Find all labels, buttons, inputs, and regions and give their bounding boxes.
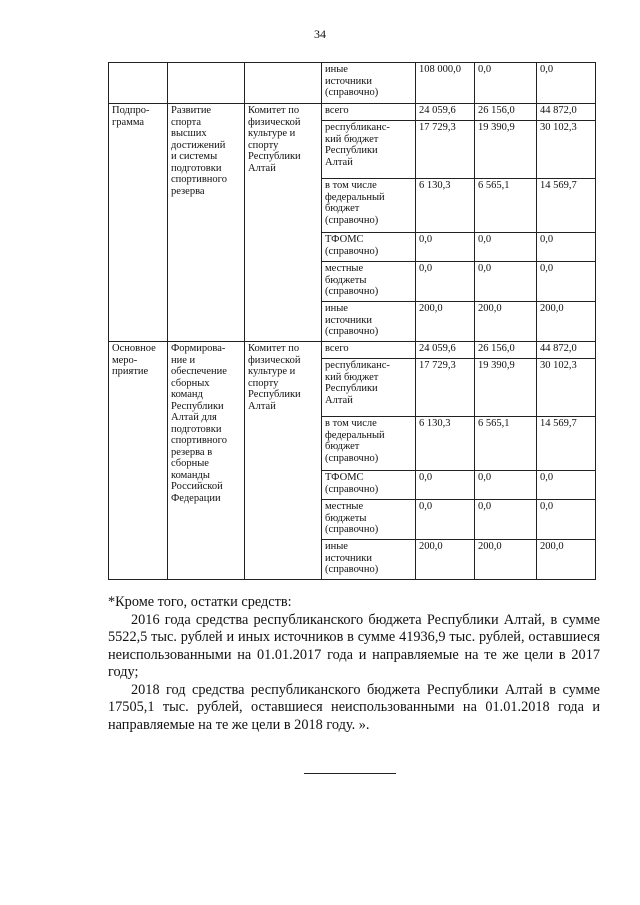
value-cell: 44 872,0 [537, 342, 596, 359]
value-cell: 200,0 [537, 302, 596, 342]
value-cell: 0,0 [475, 233, 537, 262]
value-cell: 0,0 [416, 471, 475, 500]
funding-source-cell: ТФОМС (справочно) [322, 471, 416, 500]
value-cell: 0,0 [475, 471, 537, 500]
footnote-2018: 2018 год средства республиканского бюджета Республики Алтай в сумме 17505,1 тыс. рублей, оставшиеся неиспользованными на 01.01.2018 года и направляемые на те же цели в 2018 году. ». [108, 681, 600, 733]
table-row [109, 63, 596, 104]
footnote-2016: 2016 года средства республиканского бюджета Республики Алтай, в сумме 5522,5 тыс. рублей и иных источников в сумме 41936,9 тыс. рублей, оставшиеся неиспользованными на 01.01.2017 года и направляемые на те же цели в 2017 году; [108, 611, 600, 680]
value-cell: 0,0 [416, 262, 475, 302]
footnote-intro: *Кроме того, остатки средств: [108, 594, 292, 610]
value-cell: 14 569,7 [537, 179, 596, 233]
value-cell: 200,0 [475, 302, 537, 342]
value-cell: 200,0 [475, 540, 537, 580]
funding-source-cell: ТФОМС (справочно) [322, 233, 416, 262]
value-cell: 17 729,3 [416, 121, 475, 179]
budget-table [108, 62, 596, 580]
program-type-cell: Подпро- грамма [109, 104, 168, 342]
funding-source-cell: всего [322, 104, 416, 121]
value-cell: 26 156,0 [475, 342, 537, 359]
value-cell: 200,0 [537, 540, 596, 580]
value-cell: 0,0 [537, 471, 596, 500]
value-cell: 0,0 [537, 63, 596, 104]
value-cell: 0,0 [475, 262, 537, 302]
footnote-block [108, 594, 600, 734]
funding-source-cell: республиканс- кий бюджет Республики Алтай [322, 121, 416, 179]
value-cell: 200,0 [416, 540, 475, 580]
value-cell: 19 390,9 [475, 121, 537, 179]
funding-source-cell: республиканс- кий бюджет Республики Алтай [322, 359, 416, 417]
table-cell-empty [245, 63, 322, 104]
value-cell: 0,0 [537, 500, 596, 540]
page-number: 34 [314, 27, 326, 41]
value-cell: 6 565,1 [475, 417, 537, 471]
value-cell: 6 130,3 [416, 417, 475, 471]
funding-source-cell: всего [322, 342, 416, 359]
program-type-cell: Основное меро- приятие [109, 342, 168, 580]
program-name-cell: Развитие спорта высших достижений и системы подготовки спортивного резерва [168, 104, 245, 342]
table-row [109, 342, 596, 359]
value-cell: 0,0 [416, 233, 475, 262]
funding-source-cell: в том числе федеральный бюджет (справочно) [322, 179, 416, 233]
value-cell: 30 102,3 [537, 121, 596, 179]
funding-source-cell: иные источники (справочно) [322, 302, 416, 342]
value-cell: 6 565,1 [475, 179, 537, 233]
value-cell: 44 872,0 [537, 104, 596, 121]
value-cell: 108 000,0 [416, 63, 475, 104]
executor-cell: Комитет по физической культуре и спорту Республики Алтай [245, 104, 322, 342]
table-row [109, 104, 596, 121]
funding-source-cell: иные источники (справочно) [322, 63, 416, 104]
value-cell: 30 102,3 [537, 359, 596, 417]
value-cell: 24 059,6 [416, 104, 475, 121]
program-name-cell: Формирова- ние и обеспечение сборных команд Республики Алтай для подготовки спортивного резерва в сборные команды Российской Федерации [168, 342, 245, 580]
funding-source-cell: иные источники (справочно) [322, 540, 416, 580]
funding-source-cell: местные бюджеты (справочно) [322, 500, 416, 540]
value-cell: 24 059,6 [416, 342, 475, 359]
value-cell: 0,0 [537, 233, 596, 262]
value-cell: 26 156,0 [475, 104, 537, 121]
value-cell: 0,0 [537, 262, 596, 302]
table-cell-empty [168, 63, 245, 104]
value-cell: 17 729,3 [416, 359, 475, 417]
value-cell: 19 390,9 [475, 359, 537, 417]
value-cell: 0,0 [475, 63, 537, 104]
funding-source-cell: местные бюджеты (справочно) [322, 262, 416, 302]
table-cell-empty [109, 63, 168, 104]
funding-source-cell: в том числе федеральный бюджет (справочно) [322, 417, 416, 471]
value-cell: 0,0 [416, 500, 475, 540]
value-cell: 200,0 [416, 302, 475, 342]
separator-line [304, 773, 396, 774]
value-cell: 6 130,3 [416, 179, 475, 233]
executor-cell: Комитет по физической культуре и спорту Республики Алтай [245, 342, 322, 580]
value-cell: 14 569,7 [537, 417, 596, 471]
value-cell: 0,0 [475, 500, 537, 540]
